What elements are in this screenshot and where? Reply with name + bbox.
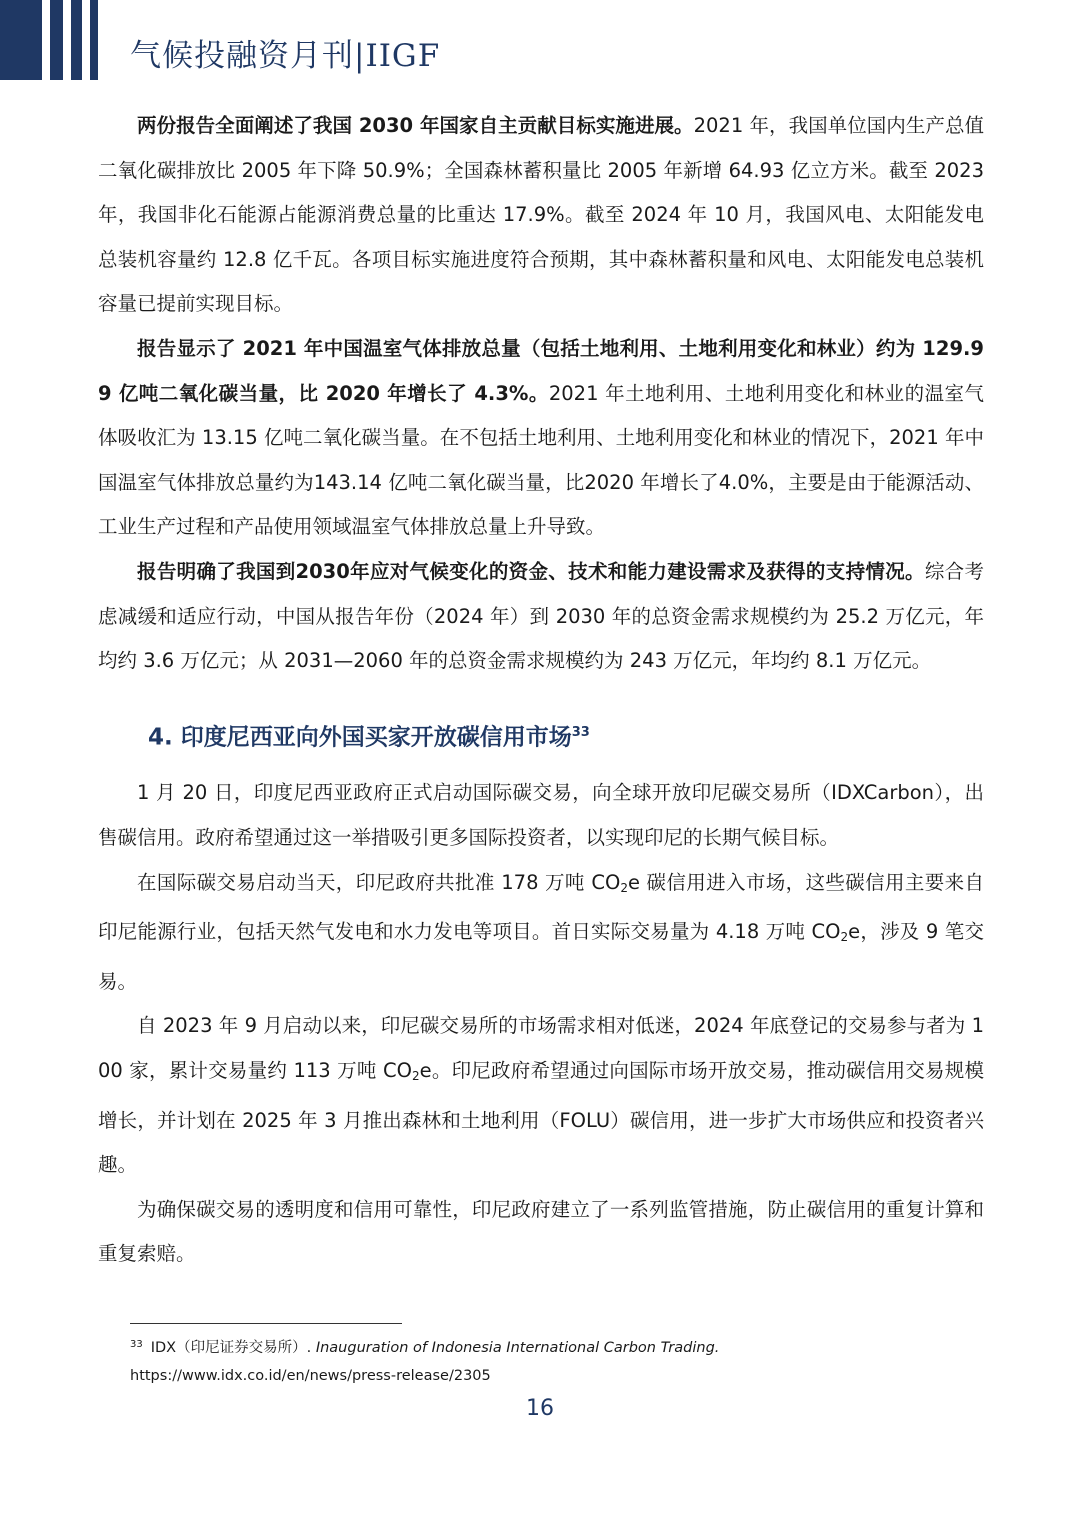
paragraph-body: e，涉及 9 笔交易。 (98, 920, 984, 993)
paragraph-body: 在国际碳交易启动当天，印尼政府共批准 178 万吨 CO (137, 870, 621, 894)
header-bar (50, 0, 63, 80)
paragraph (98, 327, 984, 550)
paragraph-lead: 报告显示了 2021 年中国温室气体排放总量（包括土地利用、土地利用变化和林业）约为 129.99 亿吨二氧化碳当量，比 2020 年增长了 4.3%。 (98, 336, 984, 405)
footnote (130, 1333, 719, 1360)
subscript: 2 (840, 930, 849, 945)
footnote-title: Inauguration of Indonesia International Carbon Trading. (315, 1340, 720, 1356)
paragraph-body: 2021 年，我国单位国内生产总值二氧化碳排放比 2005 年下降 50.9%；全国森林蓄积量比 2005 年新增 64.93 亿立方米。截至 2023 年，我国非化石能源占能源消费总量的比重达 17.9%。截至 2024 年 10 月，我国风电、太阳能发电总装机容量约 12.8 亿千瓦。各项目标实施进度符合预期，其中森林蓄积量和风电、太阳能发电总装机容量已提前实现目标。 (98, 114, 984, 316)
journal-title: 气候投融资月刊|IIGF (130, 38, 441, 74)
paragraph-body: 1 月 20 日，印度尼西亚政府正式启动国际碳交易，向全球开放印尼碳交易所（IDXCarbon），出售碳信用。政府希望通过这一举措吸引更多国际投资者，以实现印尼的长期气候目标。 (98, 781, 984, 849)
paragraph-body: 综合考虑减缓和适应行动，中国从报告年份（2024 年）到 2030 年的总资金需求规模约为 25.2 万亿元，年均约 3.6 万亿元；从 2031—2060 年的总资金需求规模约为 243 万亿元，年均约 8.1 万亿元。 (98, 559, 984, 673)
main-content (98, 104, 984, 1277)
page-number: 16 (526, 1396, 554, 1421)
paragraph-body: 2021 年土地利用、土地利用变化和林业的温室气体吸收汇为 13.15 亿吨二氧化碳当量。在不包括土地利用、土地利用变化和林业的情况下，2021 年中国温室气体排放总量约为143.14 亿吨二氧化碳当量，比2020 年增长了4.0%，主要是由于能源活动、工业生产过程和产品使用领域温室气体排放总量上升导致。 (98, 381, 984, 539)
paragraph-body: 自 2023 年 9 月启动以来，印尼碳交易所的市场需求相对低迷，2024 年底登记的交易参与者为 100 家，累计交易量约 113 万吨 CO (98, 1014, 984, 1082)
paragraph-lead: 两份报告全面阐述了我国 2030 年国家自主贡献目标实施进展。 (137, 114, 694, 137)
paragraph (98, 1004, 984, 1187)
header-bar (71, 0, 82, 80)
paragraph-lead: 报告明确了我国到2030年应对气候变化的资金、技术和能力建设需求及获得的支持情况。 (137, 559, 925, 583)
footnote-ref[interactable]: 33 (571, 724, 590, 740)
paragraph-body: e 碳信用进入市场，这些碳信用主要来自印尼能源行业，包括天然气发电和水力发电等项目。首日实际交易量为 4.18 万吨 CO (98, 870, 985, 944)
header-bar (0, 0, 42, 80)
footnote-url[interactable]: https://www.idx.co.id/en/news/press-release/2305 (130, 1368, 491, 1384)
paragraph (98, 1188, 984, 1277)
footnote-number: 33 (130, 1339, 143, 1350)
header-bar (90, 0, 98, 80)
paragraph (98, 861, 984, 1005)
paragraph (98, 771, 984, 860)
paragraph (98, 104, 984, 327)
section-heading-text: 4. 印度尼西亚向外国买家开放碳信用市场 (148, 724, 572, 751)
paragraph-body: e。印尼政府希望通过向国际市场开放交易，推动碳信用交易规模增长，并计划在 2025 年 3 月推出森林和土地利用（FOLU）碳信用，进一步扩大市场供应和投资者兴趣。 (98, 1058, 984, 1177)
paragraph (98, 550, 984, 684)
footnote-source: IDX（印尼证券交易所）. (150, 1340, 312, 1356)
section-heading (98, 713, 984, 758)
subscript: 2 (620, 880, 628, 895)
page-header (0, 0, 1080, 80)
footnote-divider (130, 1323, 402, 1324)
paragraph-body: 为确保碳交易的透明度和信用可靠性，印尼政府建立了一系列监管措施，防止碳信用的重复计算和重复索赔。 (98, 1197, 984, 1266)
subscript: 2 (411, 1068, 420, 1083)
